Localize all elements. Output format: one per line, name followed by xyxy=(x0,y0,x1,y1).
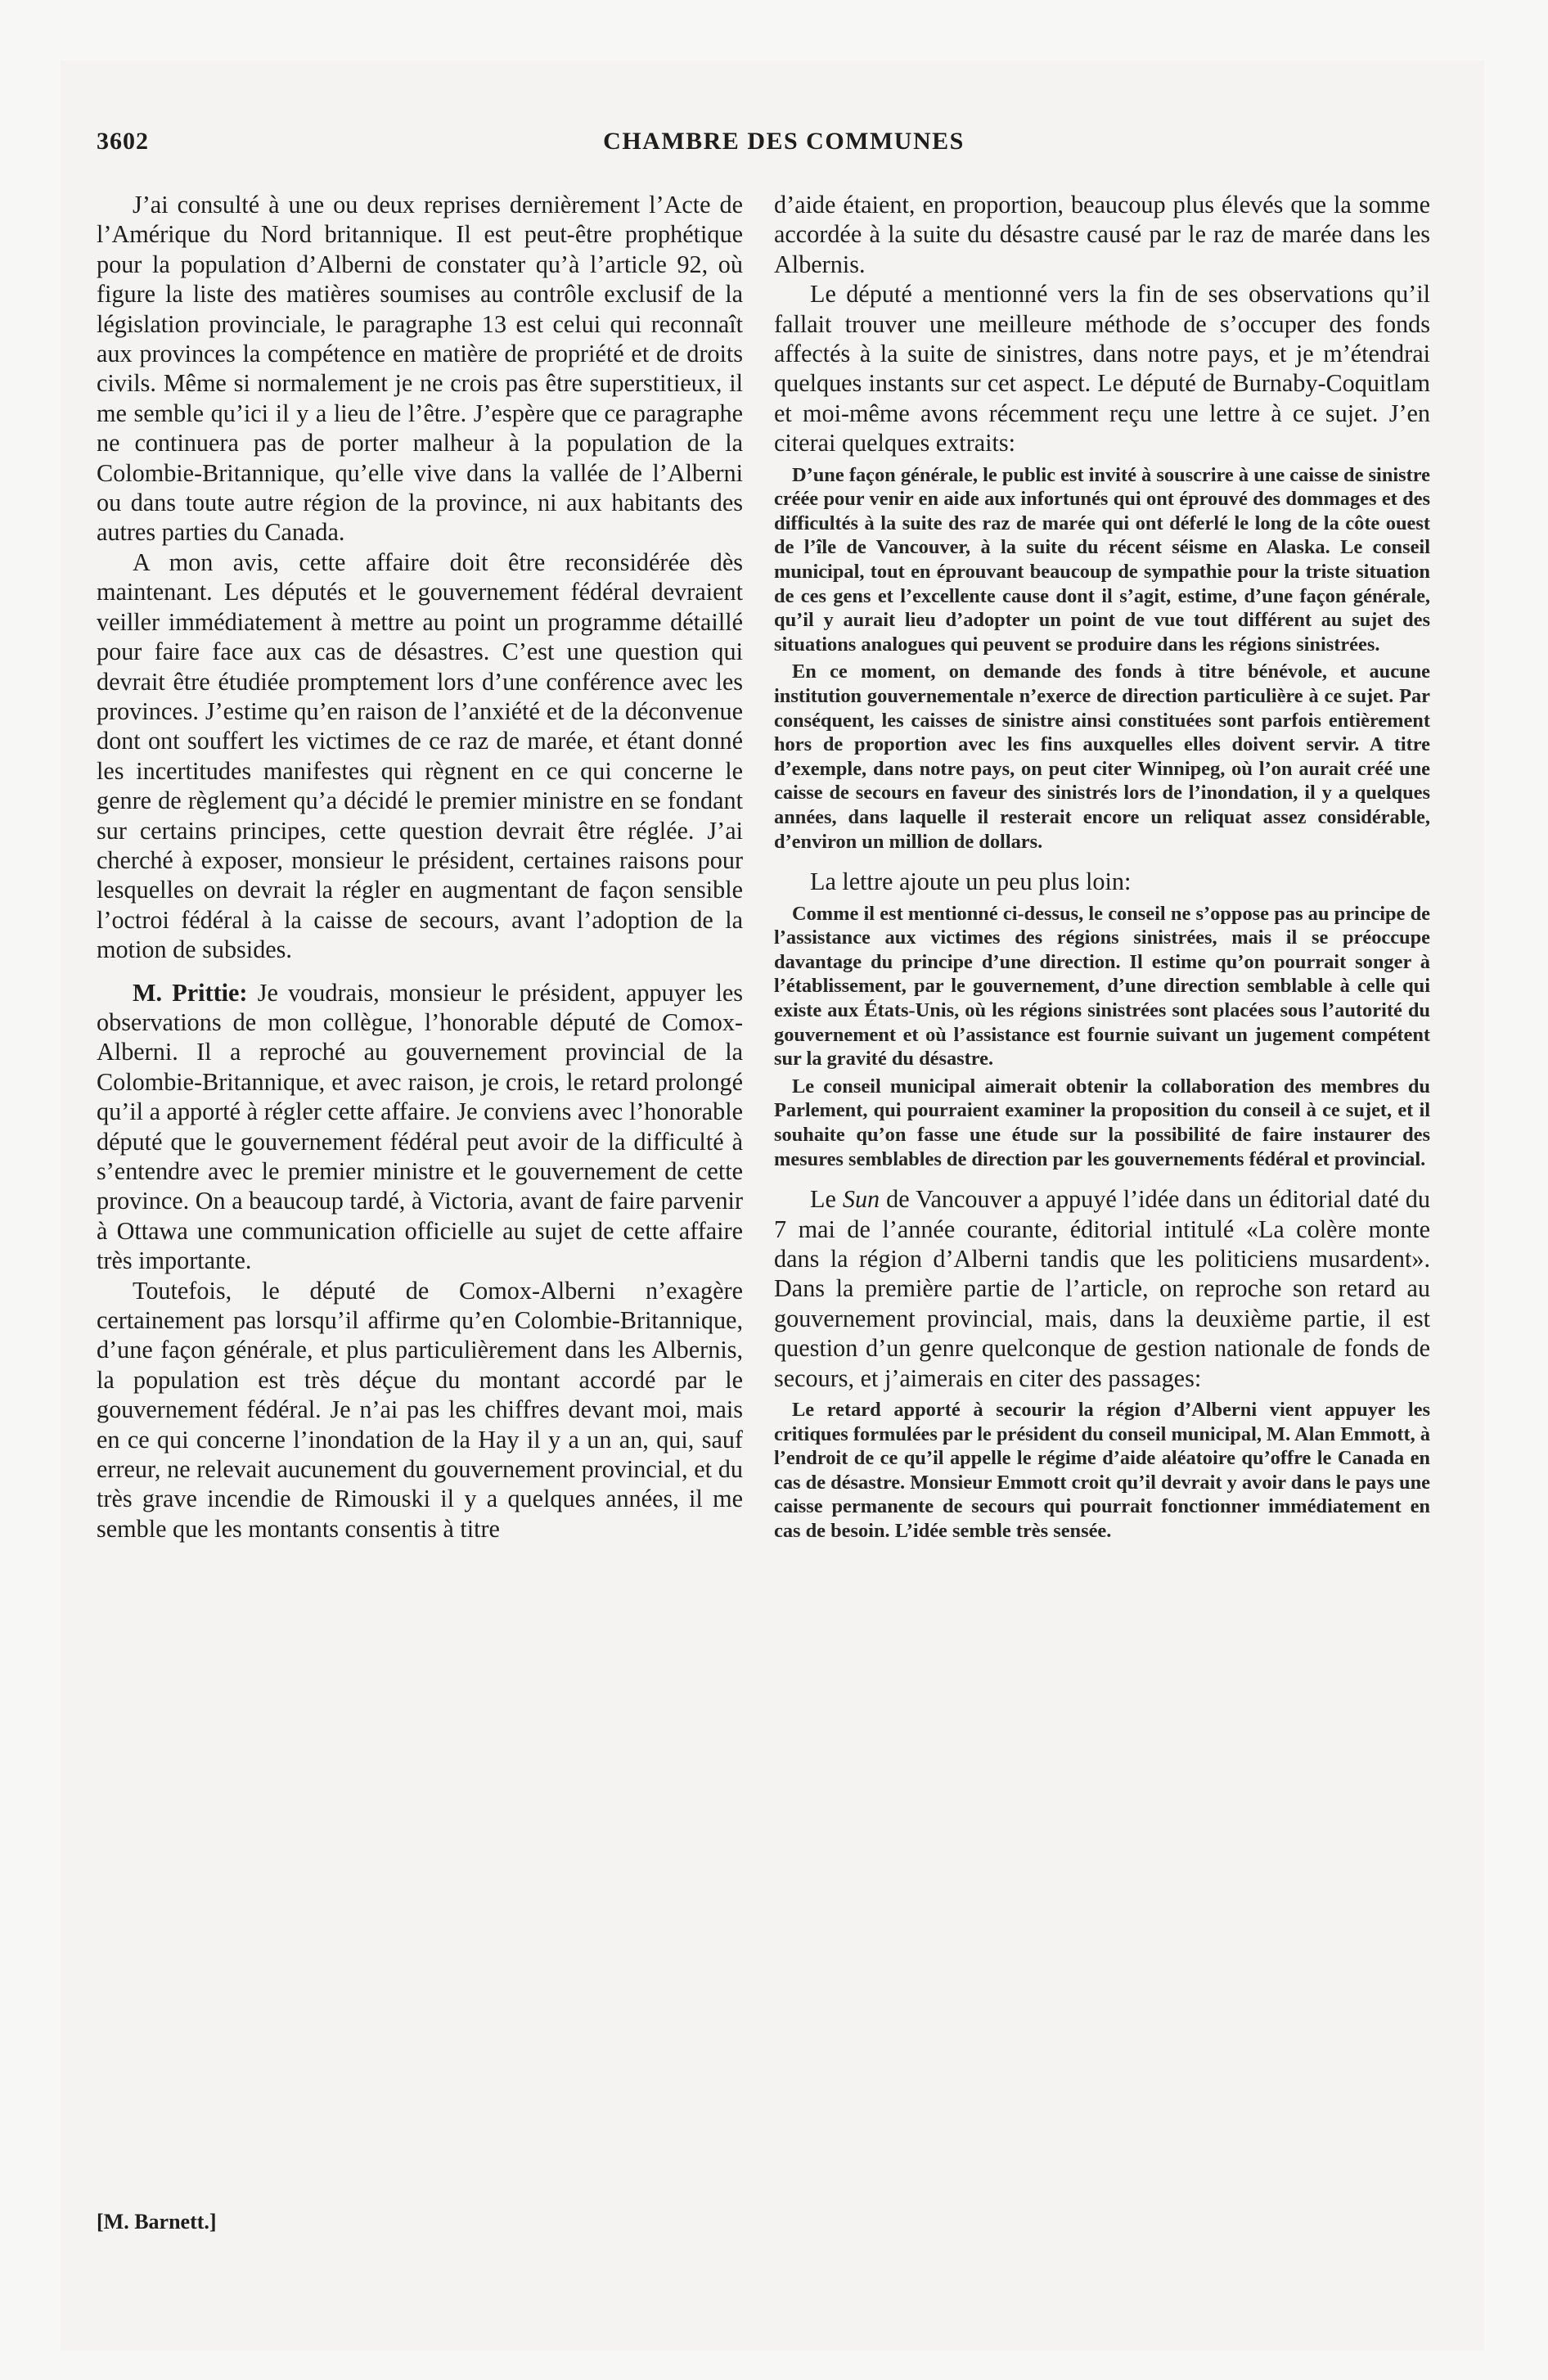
paragraph: La lettre ajoute un peu plus loin: xyxy=(810,868,1132,896)
speaker-name: M. Prittie: xyxy=(133,978,248,1007)
page-number: 3602 xyxy=(97,128,149,155)
quoted-letter-excerpt: D’une façon générale, le public est invité à souscrire à une caisse de sinistre créée pour venir en aide aux infortunés qui ont éprouvé des dommages et des difficultés à la suite des raz de marée qui ont déferlé le long de la côte ouest de l’île de Vancouver, à la suite du récent séisme en Alaska. Le conseil municipal, tout en éprouvant beaucoup de sympathie pour la triste situation de ces gens et l’excellente cause dont il s’agit, estime, d’une façon générale, qu’il y aurait lieu d’adopter un point de vue tout différent au sujet des situations analogues qui peuvent se produire dans les régions sinistrées. xyxy=(774,463,1430,656)
running-head: CHAMBRE DES COMMUNES xyxy=(603,128,965,155)
newspaper-name: Sun xyxy=(842,1185,880,1214)
speaker-text: Je voudrais, monsieur le président, appuyer les observations de mon collègue, l’honorable député de Comox-Alberni. Il a reproché au gouvernement provincial de la Colombie-Britannique, et avec raison, je crois, le retard prolongé qu’il a apporté à régler cette affaire. Je conviens avec l’honorable député que le gouvernement fédéral peut avoir de la difficulté à s’entendre avec le premier ministre et le gouvernement de cette province. On a beaucoup tardé, à Victoria, avant de faire parvenir à Ottawa une communication officielle au sujet de cette affaire très importante. xyxy=(97,978,743,1275)
paragraph: J’ai consulté à une ou deux reprises dernièrement l’Acte de l’Amérique du Nord britannique. Il est peut-être prophétique pour la population d’Alberni de constater qu’à l’article 92, où figure la liste des matières soumises au contrôle exclusif de la législation provinciale, le paragraphe 13 est celui qui reconnaît aux provinces la compétence en matière de propriété et de droits civils. Même si normalement je ne crois pas être superstitieux, il me semble qu’ici il y a lieu de l’être. J’espère que ce paragraphe ne continuera pas de porter malheur à la population de la Colombie-Britannique, qu’elle vive dans la vallée de l’Alberni ou dans toute autre région de la province, ni aux habitants des autres parties du Canada. xyxy=(97,191,743,547)
text-run: Le xyxy=(810,1185,843,1214)
paragraph: A mon avis, cette affaire doit être reconsidérée dès maintenant. Les députés et le gouvernement fédéral devraient veiller immédiatement à mettre au point un programme détaillé pour faire face aux cas de désastres. C’est une question qui devrait être étudiée promptement lors d’une conférence avec les provinces. J’estime qu’en raison de l’anxiété et de la déconvenue dont ont souffert les victimes de ce raz de marée, et étant donné les incertitudes manifestes qui règnent en ce qui concerne le genre de règlement qu’a décidé le premier ministre en se fondant sur certains principes, cette question devrait être réglée. J’ai cherché à exposer, monsieur le président, certaines raisons pour lesquelles on devrait la régler en augmentant de façon sensible l’octroi fédéral à la caisse de secours, avant l’adoption de la motion de subsides. xyxy=(97,548,743,964)
quoted-letter-excerpt: En ce moment, on demande des fonds à titre bénévole, et aucune institution gouvernementale n’exerce de direction particulière à ce sujet. Par conséquent, les caisses de sinistre ainsi constituées sont parfois entièrement hors de proportion avec les fins auxquelles elles doivent servir. A titre d’exemple, dans notre pays, on peut citer Winnipeg, où l’on aurait créé une caisse de secours en faveur des sinistrés lors de l’inondation, il y a quelques années, dans laquelle il resterait encore un reliquat assez considérable, d’environ un million de dollars. xyxy=(774,660,1430,853)
speaker-paragraph xyxy=(97,978,743,1276)
left-column xyxy=(97,190,743,1544)
page-header xyxy=(97,128,1471,164)
right-column xyxy=(774,190,1430,1544)
speaker-reference: [M. Barnett.] xyxy=(97,2210,217,2234)
paragraph: Toutefois, le député de Comox-Alberni n’exagère certainement pas lorsqu’il affirme qu’en Colombie-Britannique, d’une façon générale, et plus particulièrement dans les Albernis, la population est très déçue du montant accordé par le gouvernement fédéral. Je n’ai pas les chiffres devant moi, mais en ce qui concerne l’inondation de la Hay il y a un an, qui, sauf erreur, ne relevait aucunement du gouvernement provincial, et du très grave incendie de Rimouski il y a quelques années, il me semble que les montants consentis à titre xyxy=(97,1276,743,1543)
quoted-letter-excerpt: Comme il est mentionné ci-dessus, le conseil ne s’oppose pas au principe de l’assistance aux victimes des régions sinistrées, mais il se préoccupe davantage du principe d’une direction. Il estime qu’on pourrait songer à l’établissement, par le gouvernement, d’une direction semblable à celle qui existe aux États-Unis, où les régions sinistrées sont placées sous l’autorité du gouvernement et où l’assistance est fournie suivant un jugement compétent sur la gravité du désastre. xyxy=(774,902,1430,1071)
text-run: de Vancouver a appuyé l’idée dans un éditorial daté du 7 mai de l’année courante, éditorial intitulé «La colère monte dans la région d’Alberni tandis que les politiciens musardent». Dans la première partie de l’article, on reproche son retard au gouvernement provincial, mais, dans la deuxième partie, il est question d’un genre quelconque de gestion nationale de fonds de secours, et j’aimerais en citer des passages: xyxy=(774,1185,1430,1392)
quoted-letter-excerpt: Le conseil municipal aimerait obtenir la collaboration des membres du Parlement, qui pourraient examiner la proposition du conseil à ce sujet, et il souhaite qu’on fasse une étude sur la possibilité de faire instaurer des mesures semblables de direction par les gouvernements fédéral et provincial. xyxy=(774,1075,1430,1170)
paragraph xyxy=(774,1184,1430,1393)
paragraph: d’aide étaient, en proportion, beaucoup plus élevés que la somme accordée à la suite du désastre causé par le raz de marée dans les Albernis. xyxy=(774,191,1430,278)
paragraph: Le député a mentionné vers la fin de ses observations qu’il fallait trouver une meilleure méthode de s’occuper des fonds affectés à la suite de sinistres, dans notre pays, et je m’étendrai quelques instants sur cet aspect. Le député de Burnaby-Coquitlam et moi-même avons récemment reçu une lettre à ce sujet. J’en citerai quelques extraits: xyxy=(774,280,1430,458)
quoted-editorial-excerpt: Le retard apporté à secourir la région d’Alberni vient appuyer les critiques formulées par le président du conseil municipal, M. Alan Emmott, à l’endroit de ce qu’il appelle le régime d’aide aléatoire qu’offre le Canada en cas de désastre. Monsieur Emmott croit qu’il devrait y avoir dans le pays une caisse permanente de secours qui pourrait fonctionner immédiatement en cas de besoin. L’idée semble très sensée. xyxy=(774,1398,1430,1542)
